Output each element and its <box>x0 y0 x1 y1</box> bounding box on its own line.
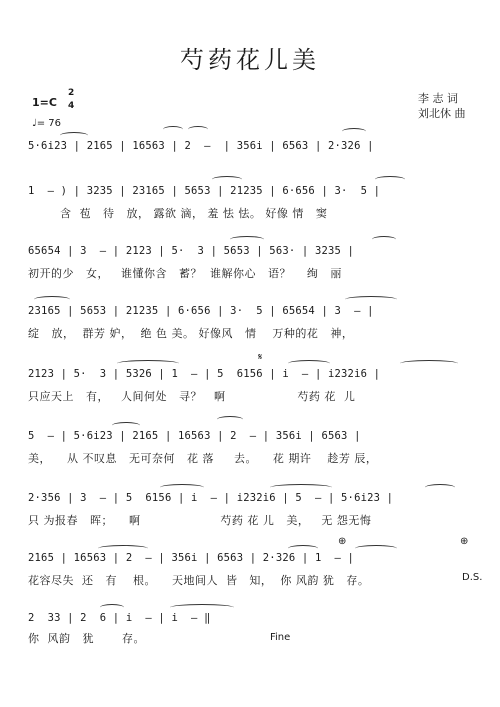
slur-mark <box>100 604 124 611</box>
lyric-line-5: 只应天上 有， 人间何处 寻？ 啊 芍药 花 儿 <box>28 390 356 403</box>
slur-mark <box>425 484 455 491</box>
composer-credit: 刘北休 曲 <box>418 107 466 120</box>
slur-mark <box>342 128 366 135</box>
fine-mark: Fine <box>270 632 291 643</box>
slur-mark <box>34 296 70 303</box>
slur-mark <box>98 545 148 552</box>
slur-mark <box>117 360 179 367</box>
slur-mark <box>160 484 204 491</box>
notation-system-9: 2 33 | 2 6 | i – | i – ‖ <box>28 612 211 624</box>
notation-system-1: 5·6i2̇3 | 2̇165 | 16563 | 2 – | 356i | 6563 | 2·326 | <box>28 140 374 152</box>
slur-mark <box>60 132 88 139</box>
slur-mark <box>355 545 397 552</box>
slur-mark <box>188 126 208 133</box>
tempo-marking: ♩= 76 <box>32 118 61 129</box>
slur-mark <box>217 416 243 423</box>
slur-mark <box>112 422 140 429</box>
lyric-line-6: 美， 从 不叹息 无可奈何 花 落 去。 花 期许 趁芳 辰， <box>28 452 378 465</box>
slur-mark <box>230 236 264 243</box>
slur-mark <box>372 236 396 243</box>
slur-mark <box>345 296 397 303</box>
slur-mark <box>270 484 332 491</box>
notation-system-3: 65654 | 3 – | 2123 | 5· 3 | 5653 | 563· | 3235 | <box>28 245 355 257</box>
notation-system-2: 1 – ) | 3235 | 23165 | 5653 | 21235 | 6·656 | 3· 5 | <box>28 185 381 197</box>
time-signature-bottom: 4 <box>68 101 75 111</box>
slur-mark <box>288 360 330 367</box>
segno-icon: 𝄋 <box>258 352 263 363</box>
coda-icon: ⊕ <box>460 536 469 547</box>
time-signature-top: 2 <box>68 88 75 98</box>
slur-mark <box>170 604 234 611</box>
lyric-line-9: 你 风韵 犹 存。 <box>28 632 145 645</box>
slur-mark <box>212 176 242 183</box>
slur-mark <box>163 126 183 133</box>
notation-system-8: 2̇165 | 16563 | 2 – | 356i | 6563 | 2·326 | 1 – | <box>28 552 355 564</box>
lyric-line-7: 只 为报春 晖； 啊 芍药 花 儿 美， 无 怨无悔 <box>28 514 372 527</box>
notation-system-4: 23165 | 5653 | 21235 | 6·656 | 3· 5 | 65654 | 3 – | <box>28 305 374 317</box>
notation-system-5: 2123 | 5· 3 | 5326 | 1 – | 5 6156 | i – | i2̇3̇2̇i6 | <box>28 368 381 380</box>
dal-segno-mark: D.S. <box>462 572 483 583</box>
slur-mark <box>400 360 458 367</box>
slur-mark <box>288 545 318 552</box>
notation-system-6: 5 – | 5·6i2̇3 | 2̇165 | 16563 | 2 – | 356i | 6563 | <box>28 430 361 442</box>
lyric-line-2: 含 苞 待 放， 露欲 滴， 羞 怯 怯。 好像 情 窦 <box>28 207 328 220</box>
notation-system-7: 2·356 | 3 – | 5 6156 | i – | i2̇3̇2̇i6 | 5 – | 5·6i2̇3 | <box>28 492 394 504</box>
key-signature: 1=C <box>32 96 57 109</box>
lyric-line-3: 初开的少 女， 谁懂你含 蓄？ 谁解你心 语？ 绚 丽 <box>28 267 342 280</box>
lyricist-credit: 李 志 词 <box>418 92 458 105</box>
slur-mark <box>375 176 405 183</box>
coda-icon: ⊕ <box>338 536 347 547</box>
lyric-line-8: 花容尽失 还 有 根。 天地间人 皆 知， 你 风韵 犹 存。 <box>28 574 370 587</box>
song-title: 芍药花儿美 <box>180 46 320 74</box>
lyric-line-4: 绽 放， 群芳 妒， 绝 色 美。 好像风 情 万种的花 神， <box>28 327 354 340</box>
